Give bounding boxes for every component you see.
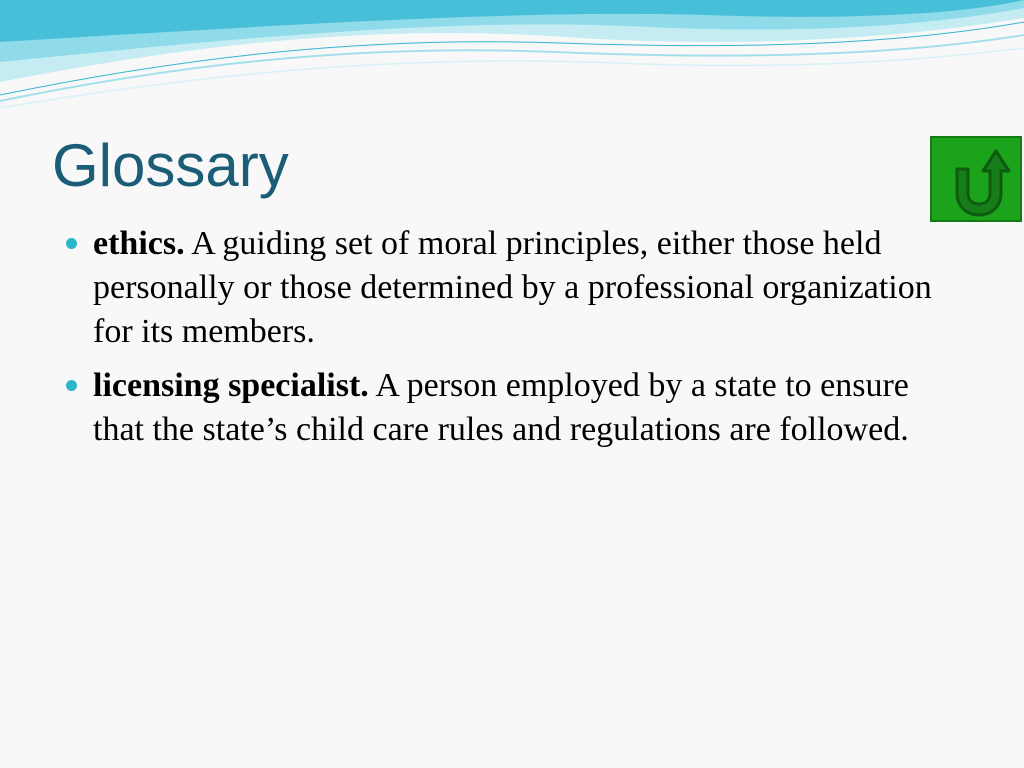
glossary-item-licensing-specialist [62,364,962,452]
page-title: Glossary [52,132,289,199]
bullet-icon [66,238,77,249]
header-wave-decoration [0,0,1024,120]
bullet-icon [66,380,77,391]
glossary-definition: A person employed by a state to ensure that the state’s child care rules and regulations are followed. [93,367,909,448]
glossary-item-ethics [62,222,962,354]
glossary-definition: A guiding set of moral principles, either those held personally or those determined by a professional organization for its members. [93,225,932,350]
glossary-term: ethics. [93,225,185,262]
glossary-list [62,222,962,462]
u-turn-arrow-icon [943,146,1013,218]
glossary-term: licensing specialist. [93,367,369,404]
back-button[interactable] [930,136,1022,222]
